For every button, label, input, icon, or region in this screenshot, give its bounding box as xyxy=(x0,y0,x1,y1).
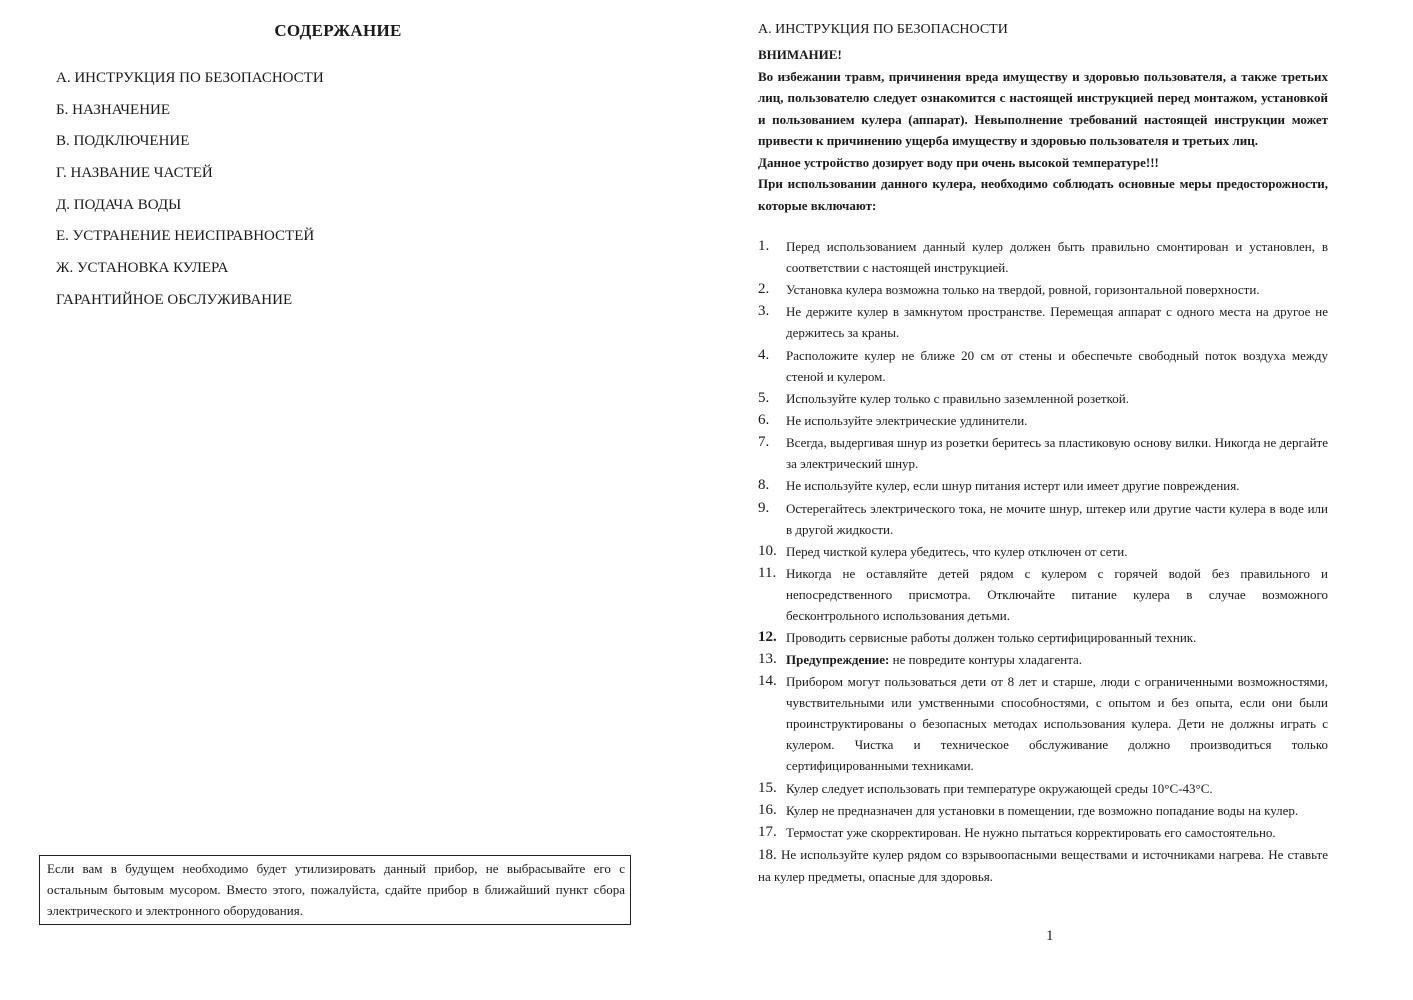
item-number: 18. xyxy=(758,847,777,864)
list-item xyxy=(758,822,1328,843)
item-text xyxy=(786,649,1328,670)
page-number: 1 xyxy=(1046,928,1054,944)
left-page xyxy=(0,0,706,1000)
warning-paragraph: Во избежании травм, причинения вреда имуществу и здоровью пользователя, а также третьих лиц, пользователю следует ознакомится с настоящей инструкцией перед монтажом, установкой и пользованием кулера (аппарат). Невыполнение требований настоящей инструкции может привести к причинению ущерба имуществу и здоровью пользователя и третьих лиц. xyxy=(758,68,1328,148)
item-number: 11. xyxy=(758,564,777,581)
list-item xyxy=(758,627,1328,648)
list-item xyxy=(758,410,1328,431)
item-number: 8. xyxy=(758,477,770,494)
item-text: Расположите кулер не ближе 20 см от стены и обеспечьте свободный поток воздуха между стеной и кулером. xyxy=(786,347,1328,384)
item-text: Не используйте кулер, если шнур питания истерт или имеет другие повреждения. xyxy=(786,478,1240,494)
item-text: Термостат уже скорректирован. Не нужно пытаться корректировать его самостоятельно. xyxy=(786,825,1276,840)
toc-list xyxy=(56,68,324,322)
hot-water-warning: Данное устройство дозирует воду при очень высокой температуре!!! xyxy=(758,154,1159,170)
list-item xyxy=(758,279,1328,300)
item-number: 1. xyxy=(758,238,770,254)
toc-item: Г. НАЗВАНИЕ ЧАСТЕЙ xyxy=(56,165,213,182)
recycling-notice: Если вам в будущем необходимо будет утилизировать данный прибор, не выбрасывайте его с остальным бытовым мусором. Вместо этого, пожалуйста, сдайте прибор в ближайший пункт сбора электрического и электронного оборудования. xyxy=(39,855,631,925)
toc-item: А. ИНСТРУКЦИЯ ПО БЕЗОПАСНОСТИ xyxy=(56,70,324,86)
list-item xyxy=(758,475,1328,496)
toc-title: СОДЕРЖАНИЕ xyxy=(274,21,402,40)
item-number: 7. xyxy=(758,434,770,451)
list-item xyxy=(758,498,1328,540)
toc-item: Б. НАЗНАЧЕНИЕ xyxy=(56,101,171,118)
item-text: Никогда не оставляйте детей рядом с кулером с горячей водой без правильного и непосредственного присмотра. Отключайте питание кулера в случае возможного бесконтрольного использования детьми. xyxy=(786,565,1328,623)
right-page xyxy=(706,0,1413,1000)
item-text: Проводить сервисные работы должен только сертифицированный техник. xyxy=(786,630,1197,646)
item-number: 6. xyxy=(758,411,770,428)
item-number: 3. xyxy=(758,303,770,320)
toc-item: Д. ПОДАЧА ВОДЫ xyxy=(56,196,182,213)
item-text: Остерегайтесь электрического тока, не мочите шнур, штекер или другие части кулера в воде или в другой жидкости. xyxy=(786,500,1328,537)
toc-item: ГАРАНТИЙНОЕ ОБСЛУЖИВАНИЕ xyxy=(56,291,293,308)
list-item xyxy=(758,345,1328,387)
item-text: Прибором могут пользоваться дети от 8 лет и старше, люди с ограниченными возможностями, чувствительными или умственными способностями, с опытом и без опыта, если они были проинструктированы о безопасных методах использования кулера. Дети не должны играть с кулером. Чистка и техническое обслуживание должно производиться только сертифицированными техниками. xyxy=(786,674,1328,774)
item-number: 15. xyxy=(758,779,777,796)
list-item xyxy=(758,563,1328,626)
list-item xyxy=(758,800,1328,821)
warning-block xyxy=(758,44,1328,216)
list-item xyxy=(758,301,1328,343)
item-text: Не используйте электрические удлинители. xyxy=(786,412,1028,428)
list-item xyxy=(758,778,1328,799)
item-text: Кулер следует использовать при температуре окружающей среды 10°С-43°С. xyxy=(786,780,1213,796)
item-number: 12. xyxy=(758,629,777,646)
warning-text: не повредите контуры хладагента. xyxy=(889,652,1083,668)
list-item xyxy=(758,541,1328,562)
item-text: Перед чисткой кулера убедитесь, что кулер отключен от сети. xyxy=(786,543,1128,559)
item-number: 2. xyxy=(758,281,770,298)
attention-heading: ВНИМАНИЕ! xyxy=(758,47,842,62)
item-number: 13. xyxy=(758,651,777,668)
item-number: 9. xyxy=(758,499,770,516)
safety-list xyxy=(758,236,1328,888)
precautions-intro: При использовании данного кулера, необходимо соблюдать основные меры предосторожности, которые включают: xyxy=(758,176,1328,213)
item-text: Перед использованием данный кулер должен быть правильно смонтирован и установлен, в соответствии с настоящей инструкцией. xyxy=(786,239,1328,275)
item-text: Всегда, выдергивая шнур из розетки беритесь за пластиковую основу вилки. Никогда не дергайте за электрический шнур. xyxy=(786,435,1328,472)
list-item xyxy=(758,649,1328,670)
toc-item: Е. УСТРАНЕНИЕ НЕИСПРАВНОСТЕЙ xyxy=(56,228,315,245)
item-text: Используйте кулер только с правильно заземленной розеткой. xyxy=(786,390,1129,406)
item-number: 10. xyxy=(758,542,777,559)
list-item xyxy=(758,432,1328,474)
item-text: Кулер не предназначен для установки в помещении, где возможно попадание воды на кулер. xyxy=(786,802,1299,818)
section-title: А. ИНСТРУКЦИЯ ПО БЕЗОПАСНОСТИ xyxy=(758,22,1008,37)
toc-item: В. ПОДКЛЮЧЕНИЕ xyxy=(56,133,190,150)
item-text: Не используйте кулер рядом со взрывоопасными веществами и источниками нагрева. Не ставьте на кулер предметы, опасные для здоровья. xyxy=(758,847,1328,885)
item-number: 4. xyxy=(758,346,770,363)
item-text: Не держите кулер в замкнутом пространстве. Перемещая аппарат с одного места на другое не держитесь за краны. xyxy=(786,304,1328,341)
list-item xyxy=(758,388,1328,409)
warning-label: Предупреждение: xyxy=(786,652,890,668)
item-number: 16. xyxy=(758,801,777,818)
list-item xyxy=(758,844,1328,887)
item-text: Установка кулера возможна только на твердой, ровной, горизонтальной поверхности. xyxy=(786,282,1260,298)
toc-item: Ж. УСТАНОВКА КУЛЕРА xyxy=(56,260,229,277)
item-number: 5. xyxy=(758,389,770,406)
item-number: 14. xyxy=(758,673,777,690)
list-item xyxy=(758,671,1328,776)
list-item xyxy=(758,236,1328,278)
item-number: 17. xyxy=(758,824,777,840)
